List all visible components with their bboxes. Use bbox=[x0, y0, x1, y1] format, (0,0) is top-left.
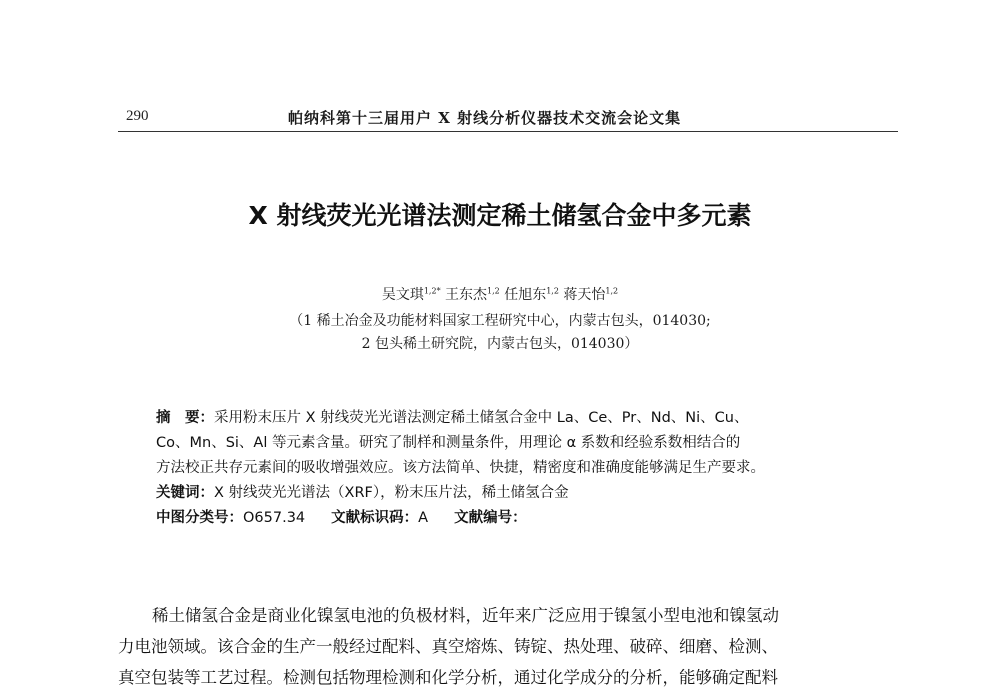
page-header bbox=[118, 104, 898, 132]
abstract-line: Co、Mn、Si、Al 等元素含量。研究了制样和测量条件，用理论 α 系数和经验系数相结合的 bbox=[156, 435, 741, 451]
running-title: 帕纳科第十三届用户 X 射线分析仪器技术交流会论文集 bbox=[288, 109, 682, 127]
abstract-block bbox=[156, 406, 876, 531]
doc-code-value: A bbox=[418, 510, 429, 526]
keywords-text: X 射线荧光光谱法（XRF），粉末压片法，稀土储氢合金 bbox=[214, 485, 569, 501]
abstract-line bbox=[156, 406, 876, 431]
affiliation-2: 2 包头稀土研究院，内蒙古包头，014030） bbox=[361, 336, 639, 352]
clc-label: 中图分类号： bbox=[156, 510, 243, 526]
author-name: 吴文琪 bbox=[381, 287, 424, 303]
author-name: 王东杰 bbox=[445, 287, 488, 303]
keywords-line bbox=[156, 481, 876, 506]
author-superscript: 1,2* bbox=[423, 286, 441, 296]
body-paragraph bbox=[118, 600, 918, 693]
paper-title: X 射线荧光光谱法测定稀土储氢合金中多元素 bbox=[248, 201, 752, 230]
author-name: 蒋天怡 bbox=[563, 287, 606, 303]
doc-code-label: 文献标识码： bbox=[331, 510, 419, 526]
author-superscript: 1,2 bbox=[487, 286, 500, 296]
abstract-text: 采用粉末压片 X 射线荧光光谱法测定稀土储氢合金中 La、Ce、Pr、Nd、Ni、Cu、 bbox=[214, 410, 749, 426]
author-superscript: 1,2 bbox=[605, 286, 619, 296]
article-no-label: 文献编号： bbox=[454, 510, 527, 526]
affiliation-1: （1 稀土冶金及功能材料国家工程研究中心，内蒙古包头，014030; bbox=[289, 313, 711, 329]
header-rule bbox=[118, 131, 898, 132]
page-number: 290 bbox=[126, 108, 149, 124]
body-line: 力电池领域。该合金的生产一般经过配料、真空熔炼、铸锭、热处理、破碎、细磨、检测、 bbox=[118, 637, 778, 656]
keywords-label: 关键词： bbox=[156, 485, 214, 501]
clc-value: O657.34 bbox=[243, 510, 306, 526]
body-line: 稀土储氢合金是商业化镍氢电池的负极材料，近年来广泛应用于镍氢小型电池和镍氢动 bbox=[152, 606, 779, 625]
classification-line bbox=[156, 506, 876, 531]
author-superscript: 1,2 bbox=[546, 286, 559, 296]
abstract-label: 摘 要： bbox=[156, 410, 214, 426]
author-name: 任旭东 bbox=[504, 287, 547, 303]
author-list bbox=[0, 284, 1000, 304]
body-line: 真空包装等工艺过程。检测包括物理检测和化学分析，通过化学成分的分析，能够确定配料 bbox=[118, 668, 778, 687]
abstract-line: 方法校正共存元素间的吸收增强效应。该方法简单、快捷，精密度和准确度能够满足生产要求。 bbox=[156, 460, 765, 476]
